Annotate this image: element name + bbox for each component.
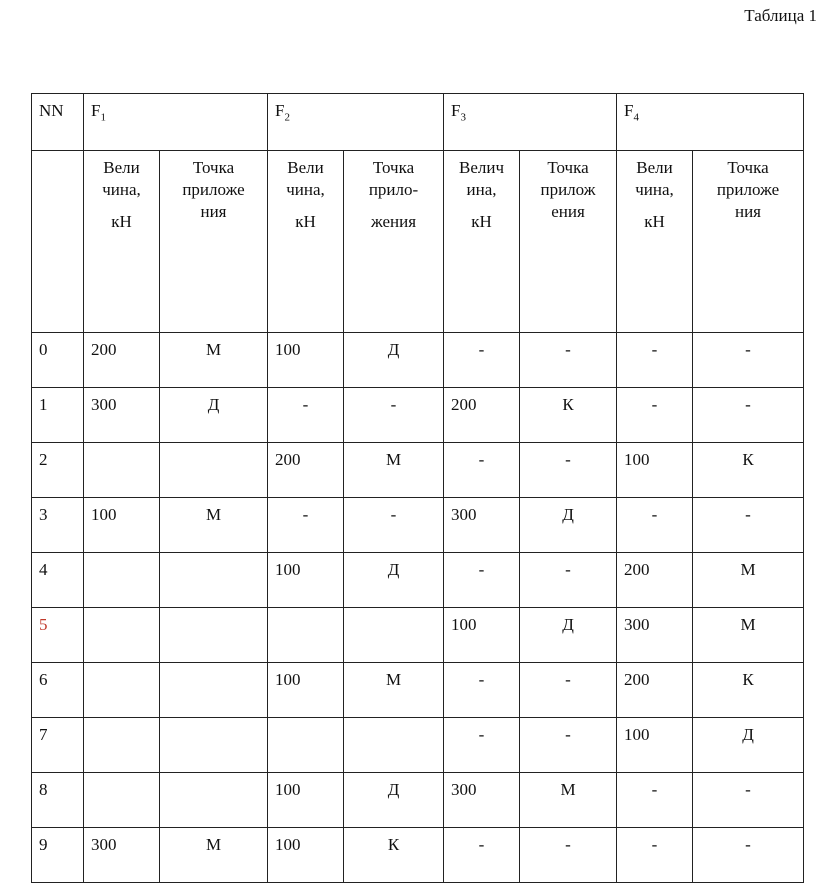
cell-f1-point [160,608,268,663]
cell-f3-point: Д [520,498,617,553]
subheader-f4-value: Вели чина, кН [617,151,693,333]
cell-f1-value [84,553,160,608]
cell-f1-point: М [160,828,268,883]
table-row [32,333,804,388]
cell-f4-value: 200 [617,553,693,608]
cell-f3-value: - [444,718,520,773]
cell-f1-value [84,608,160,663]
cell-f2-point: - [344,498,444,553]
cell-f2-point: - [344,388,444,443]
cell-nn: 0 [32,333,84,388]
cell-f3-point: - [520,333,617,388]
table-row [32,388,804,443]
cell-f3-point: - [520,718,617,773]
cell-f1-point [160,718,268,773]
cell-f4-point: - [693,388,804,443]
table-row [32,443,804,498]
header-group-f3: $F_3$ [444,94,617,151]
cell-f2-point: Д [344,333,444,388]
cell-nn: 5 [32,608,84,663]
cell-f1-value [84,443,160,498]
cell-f2-value: 100 [268,773,344,828]
cell-f3-value: - [444,553,520,608]
cell-f1-point [160,443,268,498]
subheader-f1-point: Точка приложе ния [160,151,268,333]
header-nn-empty [32,151,84,333]
cell-f3-value: 200 [444,388,520,443]
cell-f3-point: М [520,773,617,828]
header-row-groups [32,94,804,151]
cell-nn: 9 [32,828,84,883]
cell-f1-value: 300 [84,828,160,883]
cell-f2-value: - [268,388,344,443]
cell-f3-point: - [520,443,617,498]
header-group-f4: $F_4$ [617,94,804,151]
cell-f3-value: - [444,443,520,498]
cell-f2-point: М [344,663,444,718]
cell-f2-point: Д [344,773,444,828]
cell-f1-point: М [160,333,268,388]
cell-f2-value: 100 [268,828,344,883]
cell-f2-value: 100 [268,553,344,608]
cell-f2-value [268,718,344,773]
cell-f4-point: К [693,663,804,718]
cell-nn: 8 [32,773,84,828]
cell-f3-value: - [444,663,520,718]
subheader-f2-point: Точка прило- жения [344,151,444,333]
cell-f1-value: 300 [84,388,160,443]
cell-f4-point: - [693,773,804,828]
cell-f3-point: К [520,388,617,443]
cell-f2-value: - [268,498,344,553]
subheader-f1-value: Вели чина, кН [84,151,160,333]
cell-f4-point: - [693,498,804,553]
table-row [32,553,804,608]
table-row [32,718,804,773]
cell-f3-point: Д [520,608,617,663]
subheader-f3-point: Точка прилож ения [520,151,617,333]
cell-nn: 6 [32,663,84,718]
cell-f4-value: - [617,773,693,828]
cell-nn: 2 [32,443,84,498]
cell-f2-value [268,608,344,663]
cell-f3-value: 300 [444,773,520,828]
cell-f4-point: К [693,443,804,498]
cell-f1-point [160,773,268,828]
cell-f3-value: - [444,333,520,388]
cell-f4-point: - [693,828,804,883]
cell-f4-point: Д [693,718,804,773]
table-row [32,498,804,553]
cell-nn: 4 [32,553,84,608]
header-nn: NN [32,94,84,151]
cell-nn: 1 [32,388,84,443]
cell-f4-point: М [693,608,804,663]
cell-f4-value: 100 [617,718,693,773]
cell-f4-value: - [617,333,693,388]
cell-f2-value: 100 [268,663,344,718]
cell-f4-value: - [617,498,693,553]
cell-f1-value: 100 [84,498,160,553]
cell-f3-value: - [444,828,520,883]
subheader-f4-point: Точка приложе ния [693,151,804,333]
table-row [32,663,804,718]
cell-f3-point: - [520,553,617,608]
cell-f3-point: - [520,828,617,883]
cell-f1-point [160,553,268,608]
cell-f3-point: - [520,663,617,718]
cell-f1-value [84,773,160,828]
cell-f2-point: К [344,828,444,883]
cell-f4-point: - [693,333,804,388]
cell-f4-point: М [693,553,804,608]
cell-f4-value: 300 [617,608,693,663]
cell-nn: 3 [32,498,84,553]
cell-f1-point: М [160,498,268,553]
cell-f4-value: - [617,828,693,883]
cell-f1-value [84,718,160,773]
table-caption: Таблица 1 [744,6,817,25]
cell-f3-value: 300 [444,498,520,553]
cell-f1-value: 200 [84,333,160,388]
forces-table [31,93,804,883]
subheader-f2-value: Вели чина, кН [268,151,344,333]
header-group-f1: $F_1$ [84,94,268,151]
cell-f3-value: 100 [444,608,520,663]
cell-nn: 7 [32,718,84,773]
cell-f2-point: Д [344,553,444,608]
cell-f2-value: 200 [268,443,344,498]
header-row-subheaders [32,151,804,333]
cell-f4-value: 100 [617,443,693,498]
cell-f2-value: 100 [268,333,344,388]
cell-f1-point [160,663,268,718]
cell-f2-point [344,718,444,773]
table-row [32,773,804,828]
cell-f4-value: 200 [617,663,693,718]
cell-f1-point: Д [160,388,268,443]
cell-f2-point: М [344,443,444,498]
cell-f1-value [84,663,160,718]
table-row [32,608,804,663]
header-group-f2: $F_2$ [268,94,444,151]
cell-f4-value: - [617,388,693,443]
subheader-f3-value: Велич ина, кН [444,151,520,333]
cell-f2-point [344,608,444,663]
